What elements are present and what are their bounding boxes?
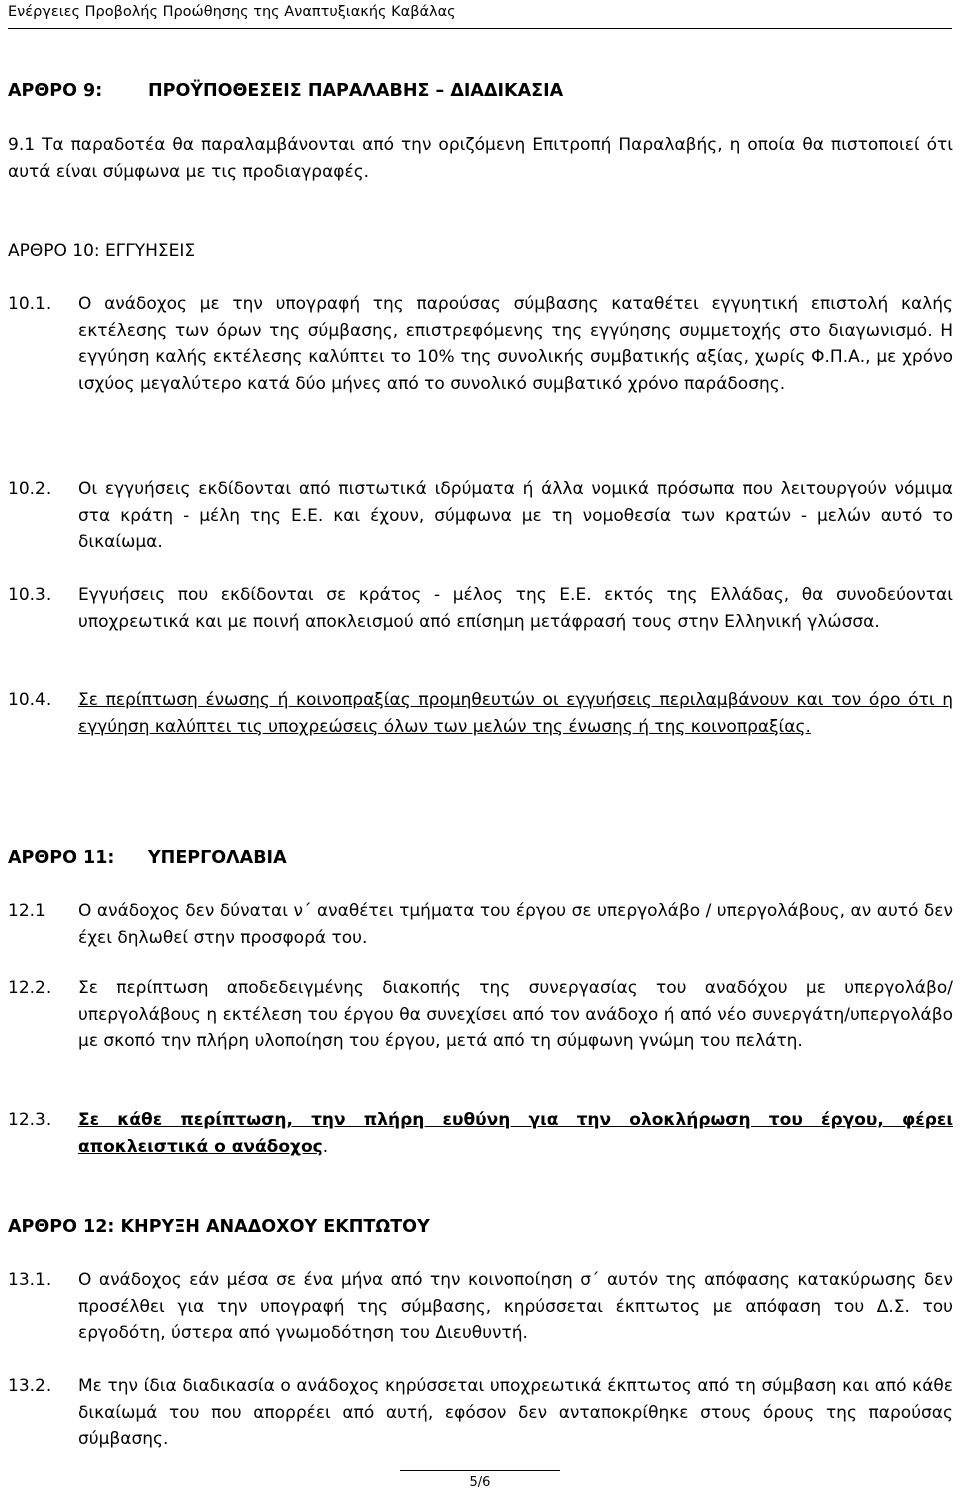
article-11-label: ΑΡΘΡΟ 11: [8, 848, 115, 868]
paragraph-10-1: Ο ανάδοχος με την υπογραφή της παρούσας σύμβασης καταθέτει εγγυητική επιστολή καλής εκτέλεσης των όρων της σύμβασης, επιστρεφόμενης της εγγύησης συμμετοχής στο διαγωνισμό. Η εγγύηση καλής εκτέλεσης καλύπτει το 10% της συνολικής συμβατικής αξίας, χωρίς Φ.Π.Α., με χρόνο ισχύος μεγαλύτερο κατά δύο μήνες από το συνολικό συμβατικό χρόνο παράδοσης. [78, 294, 953, 394]
paragraph-12-3 [78, 1107, 953, 1160]
article-12-heading: ΑΡΘΡΟ 12: ΚΗΡΥΞΗ ΑΝΑΔΟΧΟΥ ΕΚΠΤΩΤΟΥ [8, 1217, 430, 1237]
page-number: 5/6 [469, 1475, 491, 1490]
header-title: Ενέργειες Προβολής Προώθησης της Αναπτυξιακής Καβάλας [8, 4, 456, 20]
page-header [8, 0, 952, 29]
paragraph-13-1-number: 13.1. [8, 1270, 52, 1290]
paragraph-10-2: Οι εγγυήσεις εκδίδονται από πιστωτικά ιδρύματα ή άλλα νομικά πρόσωπα που λειτουργούν νόμιμα στα κράτη - μέλη της Ε.Ε. και έχουν, σύμφωνα με τη νομοθεσία των κρατών - μελών αυτό το δικαίωμα. [78, 479, 953, 552]
paragraph-13-1: Ο ανάδοχος εάν μέσα σε ένα μήνα από την κοινοποίηση σ΄ αυτόν της απόφασης κατακύρωσης δεν προσέλθει για την υπογραφή της σύμβασης, κηρύσσεται έκπτωτος με απόφαση του Δ.Σ. του εργοδότη, ύστερα από γνωμοδότηση του Διευθυντή. [78, 1270, 953, 1343]
paragraph-12-3-number: 12.3. [8, 1110, 52, 1130]
paragraph-13-2: Με την ίδια διαδικασία ο ανάδοχος κηρύσσεται υποχρεωτικά έκπτωτος από τη σύμβαση και από κάθε δικαίωμά του που απορρέει από αυτή, εφόσον δεν ανταποκρίθηκε στους όρους της παρούσας σύμβασης. [78, 1376, 953, 1449]
paragraph-12-1-number: 12.1 [8, 901, 46, 921]
article-9-label: ΑΡΘΡΟ 9: [8, 81, 103, 101]
article-10-heading: ΑΡΘΡΟ 10: ΕΓΓΥΗΣΕΙΣ [8, 241, 196, 261]
article-9-title: ΠΡΟΫΠΟΘΕΣΕΙΣ ΠΑΡΑΛΑΒΗΣ – ΔΙΑΔΙΚΑΣΙΑ [148, 81, 564, 101]
paragraph-12-3-bold-text: Σε κάθε περίπτωση, την πλήρη ευθύνη για την ολοκλήρωση του έργου, φέρει αποκλειστικά ο ανάδοχος [78, 1110, 953, 1157]
paragraph-10-1-number: 10.1. [8, 294, 52, 314]
paragraph-12-3-period: . [322, 1136, 329, 1157]
paragraph-12-1: Ο ανάδοχος δεν δύναται ν΄ αναθέτει τμήματα του έργου σε υπεργολάβο / υπεργολάβους, αν αυτό δεν έχει δηλωθεί στην προσφορά του. [78, 901, 953, 948]
paragraph-10-3-number: 10.3. [8, 585, 52, 605]
article-11-title: ΥΠΕΡΓΟΛΑΒΙΑ [148, 848, 287, 868]
paragraph-13-2-number: 13.2. [8, 1376, 52, 1396]
paragraph-10-2-number: 10.2. [8, 479, 52, 499]
page-footer [400, 1470, 560, 1498]
paragraph-12-2: Σε περίπτωση αποδεδειγμένης διακοπής της συνεργασίας του αναδόχου με υπεργολάβο/ υπεργολάβους η εκτέλεση του έργου θα συνεχίσει από τον ανάδοχο ή από νέο συνεργάτη/υπεργολάβο με σκοπό την πλήρη υλοποίηση του έργου, μετά από τη σύμφωνη γνώμη του πελάτη. [78, 978, 953, 1051]
paragraph-10-4: Σε περίπτωση ένωσης ή κοινοπραξίας προμηθευτών οι εγγυήσεις περιλαμβάνουν και τον όρο ότι η εγγύηση καλύπτει τις υποχρεώσεις όλων των μελών της ένωσης ή της κοινοπραξίας. [78, 690, 953, 737]
paragraph-9-1: 9.1 Τα παραδοτέα θα παραλαμβάνονται από την οριζόμενη Επιτροπή Παραλαβής, η οποία θα πιστοποιεί ότι αυτά είναι σύμφωνα με τις προδιαγραφές. [8, 135, 953, 182]
paragraph-12-2-number: 12.2. [8, 978, 52, 998]
paragraph-10-3: Εγγυήσεις που εκδίδονται σε κράτος - μέλος της Ε.Ε. εκτός της Ελλάδας, θα συνοδεύονται υποχρεωτικά και με ποινή αποκλεισμού από επίσημη μετάφρασή τους στην Ελληνική γλώσσα. [78, 585, 953, 632]
paragraph-10-4-number: 10.4. [8, 690, 52, 710]
